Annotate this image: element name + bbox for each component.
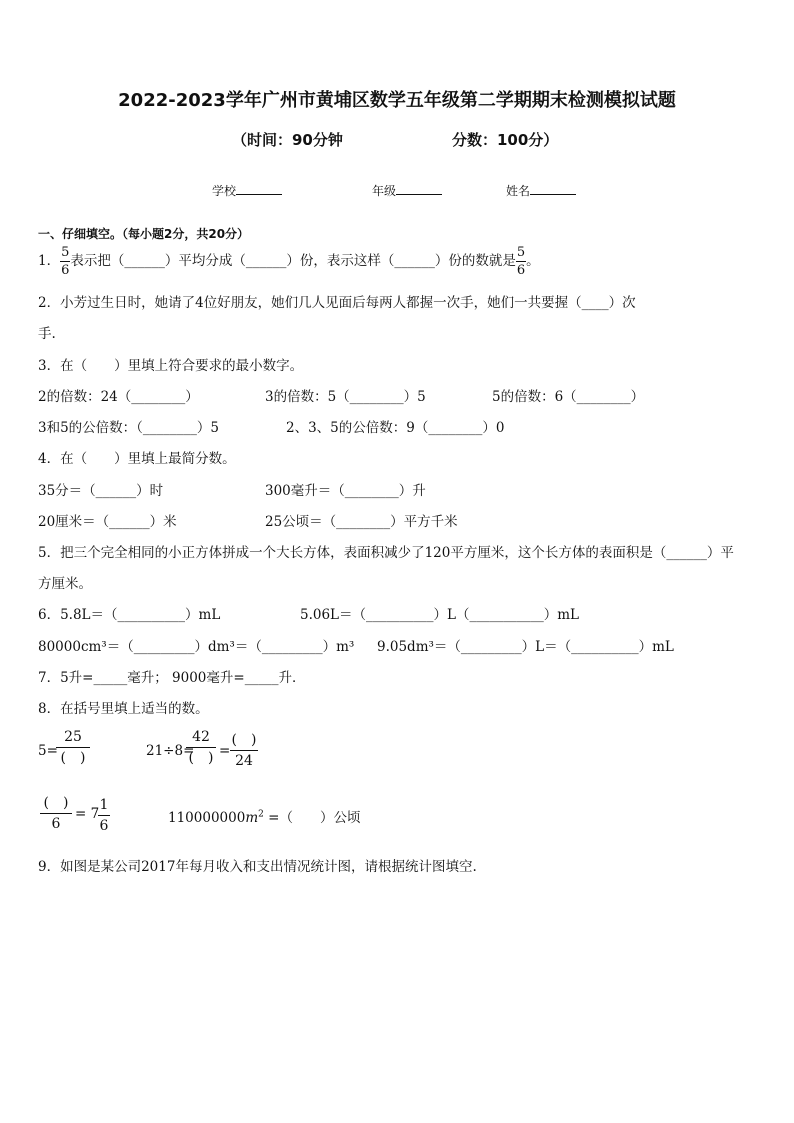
q8-mixed-fraction: 1 6 <box>99 797 109 834</box>
q8-fraction-4: ( ) 6 <box>40 796 72 831</box>
q8-mixed-whole: = 7 <box>75 806 100 822</box>
fraction: $\frac{5}{6}$ <box>61 245 70 278</box>
grade-field: 年级 <box>372 182 442 199</box>
question-3-title: 3．在（ ）里填上符合要求的最小数字。 <box>38 358 304 374</box>
name-field: 姓名 <box>506 182 576 199</box>
question-2-line1: 2．小芳过生日时，她请了4位好朋友，她们几人见面后每两人都握一次手，她们一共要握（____）次 <box>38 295 636 311</box>
exam-score: 分数：100分） <box>452 131 559 149</box>
question-3c: 5的倍数：6（________） <box>492 389 645 405</box>
q8-fraction-2: 42 ( ) <box>186 730 216 765</box>
question-4c: 20厘米＝（______）米 <box>38 514 177 530</box>
question-3d: 3和5的公倍数：（________）5 <box>38 420 220 436</box>
school-field: 学校 <box>212 182 282 199</box>
question-8-title: 8．在括号里填上适当的数。 <box>38 701 209 717</box>
q8-expr1-left: 5= <box>38 743 58 759</box>
question-6d: 9.05dm³＝（_________）L＝（__________）mL <box>377 639 674 655</box>
q8-equals: = <box>219 743 231 759</box>
q8-area-conversion: $110000000m^2$ =（ ）公顷 <box>168 809 361 826</box>
fraction: $\frac{5}{6}$ <box>516 245 526 278</box>
question-6b: 5.06L＝（__________）L（___________）mL <box>300 607 580 623</box>
question-9: 9．如图是某公司2017年每月收入和支出情况统计图，请根据统计图填空. <box>38 859 477 875</box>
q8-fraction-3: ( ) 24 <box>231 732 257 769</box>
question-3b: 3的倍数：5（________）5 <box>265 389 426 405</box>
question-4d: 25公顷＝（________）平方千米 <box>265 514 458 530</box>
question-5-line1: 5．把三个完全相同的小正方体拼成一个大长方体，表面积减少了120平方厘米，这个长方体的表面积是（______）平 <box>38 545 734 561</box>
question-1: 1． $\frac{5}{6}$ 表示把（______）平均分成（______）份，表示这样（______）份的数就是 $\frac{5}{6}$ 。 <box>38 245 540 278</box>
page-title: 2022-2023学年广州市黄埔区数学五年级第二学期期末检测模拟试题 <box>118 90 676 111</box>
question-6c: 80000cm³＝（_________）dm³＝（_________）m³ <box>38 639 355 655</box>
question-4b: 300毫升＝（________）升 <box>265 483 426 499</box>
question-7: 7．5升=_____毫升； 9000毫升=_____升． <box>38 670 306 686</box>
question-5-line2: 方厘米。 <box>38 576 92 592</box>
question-6a: 6．5.8L＝（__________）mL <box>38 607 221 623</box>
q8-expr2-left: 21÷8= <box>146 743 195 759</box>
question-4a: 35分＝（______）时 <box>38 483 164 499</box>
question-3e: 2、3、5的公倍数：9（________）0 <box>286 420 505 436</box>
exam-time: （时间：90分钟 <box>232 131 343 149</box>
question-4-title: 4．在（ ）里填上最简分数。 <box>38 451 236 467</box>
q8-fraction-1: 25 ( ) <box>56 730 90 765</box>
question-3a: 2的倍数：24（________） <box>38 389 199 405</box>
section-heading: 一、仔细填空。（每小题2分，共20分） <box>38 227 250 241</box>
question-2-line2: 手. <box>38 326 56 342</box>
